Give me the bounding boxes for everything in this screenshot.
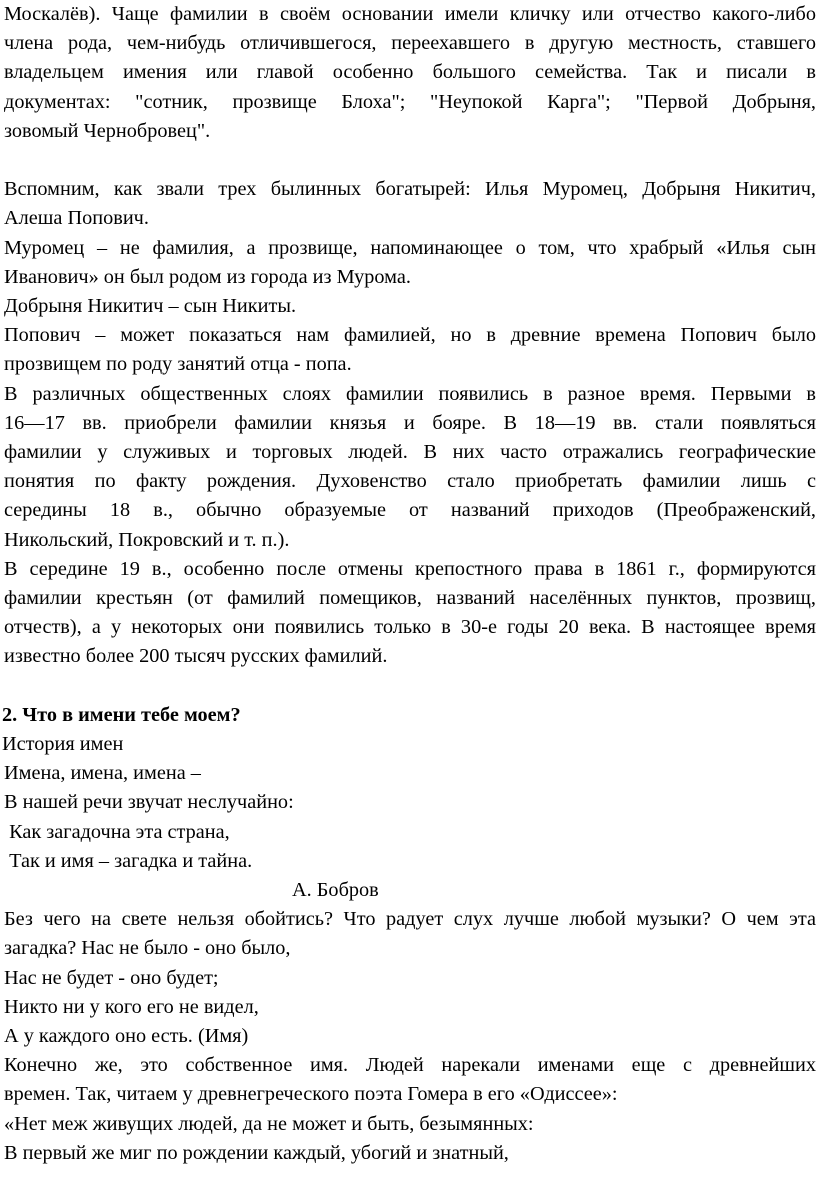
text-line: Вспомним, как звали трех былинных богатырей: Илья Муромец, Добрыня Никитич, [4, 178, 816, 201]
text-line: В различных общественных слоях фамилии появились в разное время. Первыми в [4, 382, 816, 405]
paragraph-popovich [0, 321, 816, 379]
paragraph-homer [0, 1051, 816, 1109]
poem [0, 759, 816, 876]
text-line: Москалёв). Чаще фамилии в своём основании имели кличку или отчество какого-либо [4, 3, 816, 25]
text-line: отчеств), а у некоторых они появились только в 30-е годы 20 века. В настоящее время [4, 616, 816, 639]
text-line: Попович – может показаться нам фамилией, но в древние времена Попович было [4, 324, 816, 347]
text-line: Алеша Попович. [4, 207, 149, 230]
text-line: Муромец – не фамилия, а прозвище, напоминающее о том, что храбрый «Илья сын [4, 236, 816, 259]
text-line: члена рода, чем-нибудь отличившегося, переехавшего в другую местность, ставшего [4, 32, 816, 55]
text-line: фамилии у служивых и торговых людей. В них часто отражались географические [4, 441, 816, 464]
text-line: времен. Так, читаем у древнегреческого поэта Гомера в его «Одиссее»: [4, 1083, 618, 1106]
text-line: понятия по факту рождения. Духовенство стало приобретать фамилии лишь с [4, 470, 816, 493]
text-line: фамилии крестьян (от фамилий помещиков, названий населённых пунктов, прозвищ, [4, 587, 816, 610]
poem-line: В нашей речи звучат неслучайно: [4, 791, 294, 814]
poem-author: А. Бобров [292, 879, 379, 902]
paragraph-dobrynya [0, 292, 816, 321]
text-line: владельцем имения или главой особенно большого семейства. Так и писали в [4, 61, 816, 84]
poem-line: Как загадочна эта страна, [4, 820, 230, 843]
text-line: А у каждого оно есть. (Имя) [4, 1025, 249, 1048]
homer-quote [0, 1110, 816, 1168]
text-line: документах: "сотник, прозвище Блоха"; "Неупокой Карга"; "Первой Добрыня, [4, 90, 816, 113]
text-line: середины 18 в., обычно образуемые от названий приходов (Преображенский, [4, 499, 816, 522]
text-line: Иванович» он был родом из города из Мурома. [4, 265, 411, 288]
paragraph-muromets [0, 234, 816, 292]
text-line: «Нет меж живущих людей, да не может и быть, безымянных: [4, 1112, 534, 1135]
paragraph-peasant-surnames [0, 555, 816, 672]
text-line: Конечно же, это собственное имя. Людей нарекали именами еще с древнейших [4, 1054, 816, 1077]
blank-line [0, 672, 816, 701]
text-line: Никто ни у кого его не видел, [4, 995, 259, 1018]
paragraph-bogatyrs [0, 175, 816, 233]
poem-line: Имена, имена, имена – [4, 762, 201, 785]
text-line: 16—17 вв. приобрели фамилии князья и бояре. В 18—19 вв. стали появляться [4, 411, 816, 434]
paragraph-social-strata [0, 380, 816, 555]
text-line: прозвищем по роду занятий отца - попа. [4, 353, 352, 376]
text-line: Никольский, Покровский и т. п.). [4, 528, 290, 551]
section-subheading: История имен [2, 733, 124, 756]
riddle [0, 964, 816, 1052]
text-line: известно более 200 тысяч русских фамилий. [4, 645, 388, 668]
text-line: Добрыня Никитич – сын Никиты. [4, 295, 297, 318]
blank-line [0, 146, 816, 175]
text-line: В середине 19 в., особенно после отмены крепостного права в 1861 г., формируются [4, 557, 816, 580]
text-line: зовомый Чернобровец". [4, 119, 211, 142]
text-line: В первый же миг по рождении каждый, убогий и знатный, [4, 1141, 509, 1164]
text-line: Без чего на свете нельзя обойтись? Что радует слух лучше любой музыки? О чем эта [4, 908, 816, 931]
poem-line: Так и имя – загадка и тайна. [4, 849, 253, 872]
section-heading: 2. Что в имени тебе моем? [2, 703, 241, 726]
paragraph-surname-origins [0, 0, 816, 146]
paragraph-riddle-intro [0, 905, 816, 963]
text-line: загадка? Нас не было - оно было, [4, 937, 291, 960]
text-line: Нас не будет - оно будет; [4, 966, 219, 989]
